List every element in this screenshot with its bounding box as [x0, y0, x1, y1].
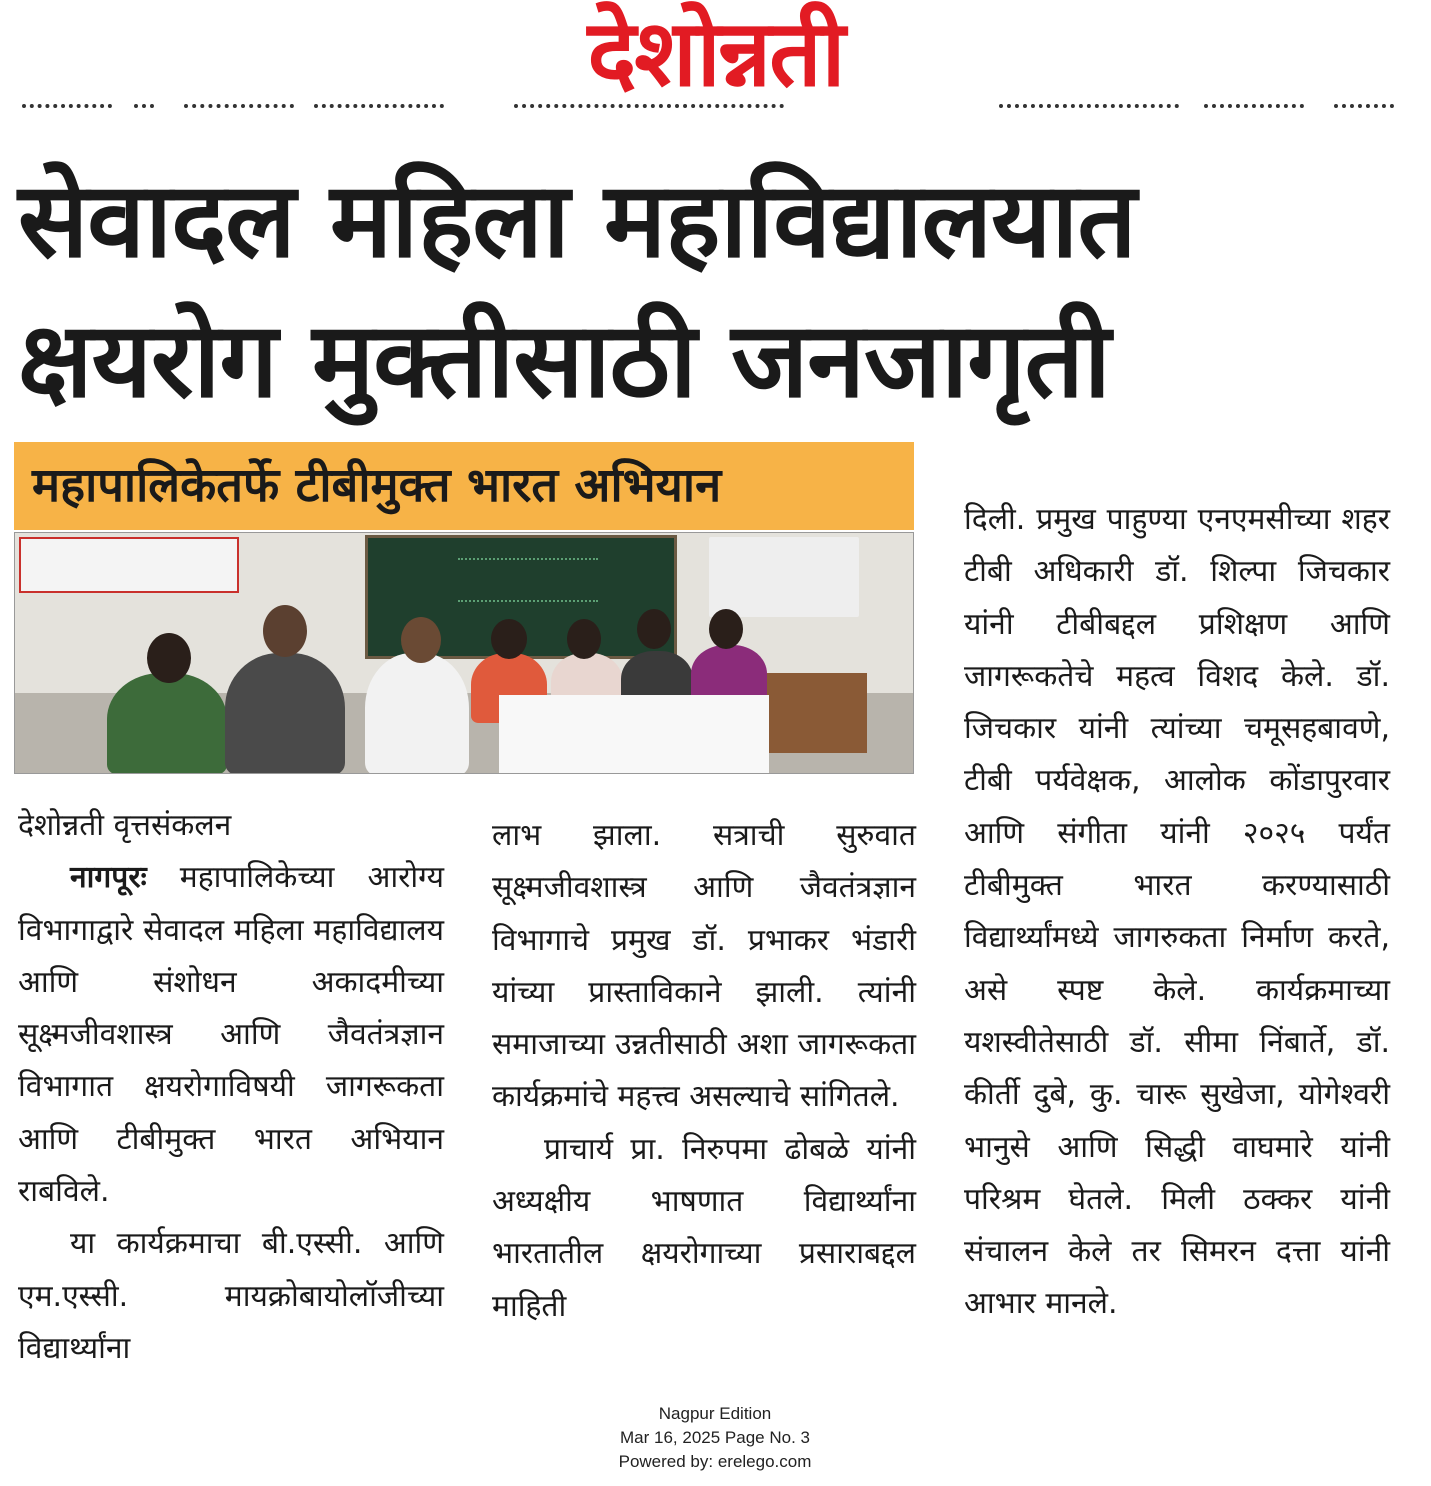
clipped-text-strip: [14, 96, 1394, 112]
headline-line-1: सेवादल महिला महाविद्यालयात: [18, 159, 1136, 281]
subheadline-banner: महापालिकेतर्फे टीबीमुक्त भारत अभियान: [14, 442, 914, 530]
article-byline: देशोन्नती वृत्तसंकलन: [18, 808, 232, 843]
person-figure: [225, 653, 345, 774]
article-text: महापालिकेच्या आरोग्य विभागाद्वारे सेवादल महिला महाविद्यालय आणि संशोधन अकादमीच्या सूक्ष्मजीवशास्त्र आणि जैवतंत्रज्ञान विभागात क्षयरोगाविषयी जागरूकता आणि टीबीमुक्त भारत अभियान राबविले.: [18, 860, 444, 1210]
article-column-3: [964, 494, 1390, 1331]
person-figure: [107, 673, 227, 774]
edition-label: Nagpur Edition: [658, 1404, 772, 1423]
projector-screen-image: [709, 537, 859, 617]
table-image: [499, 695, 769, 774]
article-paragraph: प्राचार्य प्रा. निरुपमा ढोबळे यांनी अध्यक्षीय भाषणात विद्यार्थ्यांना भारतातील क्षयरोगाच्या प्रसाराबद्दल माहिती: [492, 1131, 916, 1324]
article-column-1: [18, 800, 444, 1375]
article-paragraph: दिली. प्रमुख पाहुण्या एनएमसीच्या शहर टीबी अधिकारी डॉ. शिल्पा जिचकार यांनी टीबीबद्दल प्रशिक्षण आणि जागरूकतेचे महत्व विशद केले. डॉ. जिचकार यांनी त्यांच्या चमूसहबावणे, टीबी पर्यवेक्षक, आलोक कोंडापुरवार आणि संगीता यांनी २०२५ पर्यंत टीबीमुक्त भारत करण्यासाठी विद्यार्थ्यांमध्ये जागरुकता निर्माण करते, असे स्पष्ट केले. कार्यक्रमाच्या यशस्वीतेसाठी डॉ. सीमा निंबार्ते, डॉ. कीर्ती दुबे, कु. चारू सुखेजा, योगेश्वरी भानुसे आणि सिद्धी वाघमारे यांनी परिश्रम घेतले. मिली ठक्कर यांनी संचालन केले तर सिमरन दत्ता यांनी आभार मानले.: [964, 502, 1390, 1322]
headline-line-2: क्षयरोग मुक्तीसाठी जनजागृती: [18, 299, 1110, 421]
main-headline: [18, 150, 1398, 430]
article-paragraph: [18, 852, 444, 1218]
desk-image: [755, 673, 867, 753]
masthead: [0, 0, 1431, 108]
article-paragraph: या कार्यक्रमाचा बी.एस्सी. आणि एम.एस्सी. मायक्रोबायोलॉजीच्या विद्यार्थ्यांना: [18, 1226, 444, 1366]
newspaper-logo: देशोन्नती: [587, 0, 844, 107]
article-paragraph: लाभ झाला. सत्राची सुरुवात सूक्ष्मजीवशास्त्र आणि जैवतंत्रज्ञान विभागाचे प्रमुख डॉ. प्रभाकर भंडारी यांच्या प्रास्ताविकाने झाली. त्यांनी समाजाच्या उन्नतीसाठी अशा जागरूकता कार्यक्रमांचे महत्त्व असल्याचे सांगितले.: [492, 818, 916, 1115]
article-column-2: [492, 810, 916, 1333]
person-figure: [365, 653, 469, 774]
powered-by-label: Powered by: erelego.com: [618, 1452, 812, 1471]
poster-image: [19, 537, 239, 593]
date-page-label: Mar 16, 2025 Page No. 3: [620, 1428, 810, 1447]
edition-footer: [515, 1402, 915, 1474]
article-dateline: नागपूरः: [70, 860, 147, 896]
event-photo: [14, 532, 914, 774]
